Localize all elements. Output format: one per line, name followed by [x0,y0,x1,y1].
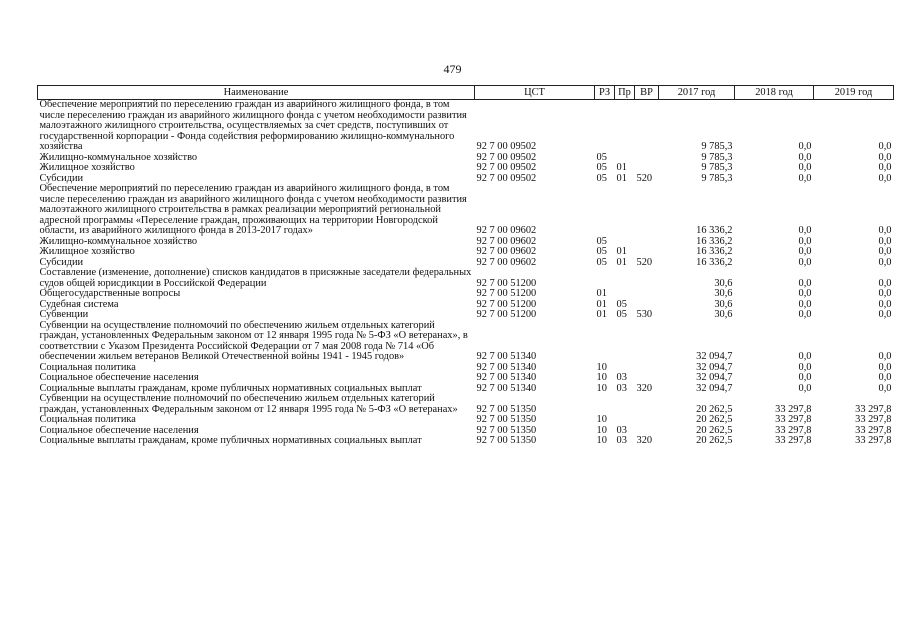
row-rz: 10 [596,382,607,394]
row-value-2019: 0,0 [878,361,892,373]
row-rz [595,184,615,237]
row-value-2019: 0,0 [878,256,892,268]
row-value-2017: 9 785,3 [701,141,733,152]
row-value-2019: 0,0 [878,162,892,173]
row-name: Социальные выплаты гражданам, кроме публичных нормативных социальных выплат [39,435,422,446]
row-cst: 92 7 00 09602 [476,256,537,268]
row-value-2017: 32 094,7 [696,351,733,362]
row-pr: 01 [616,246,627,257]
row-cst: 92 7 00 09602 [476,235,537,247]
row-value-2017: 9 785,3 [701,151,733,163]
page-number: 479 [443,62,462,76]
header-pr: Пр [615,86,635,100]
row-cst: 92 7 00 09602 [476,246,537,257]
row-vr [635,247,659,258]
row-value-2019: 33 297,8 [855,414,892,425]
row-value-2019: 0,0 [878,246,892,257]
row-pr: 03 [616,424,627,436]
row-vr [635,415,659,426]
header-rz: РЗ [595,86,615,100]
row-vr [635,363,659,374]
row-pr [615,289,635,300]
row-value-2018: 0,0 [798,372,812,383]
row-value-2018: 33 297,8 [775,424,812,436]
row-cst: 92 7 00 09502 [476,162,537,173]
row-vr: 530 [636,309,653,320]
row-pr [615,184,635,237]
budget-table [37,85,894,447]
header-2019: 2019 год [814,86,894,100]
row-value-2018: 0,0 [798,225,812,236]
row-value-2018: 0,0 [798,162,812,173]
table-row [38,153,894,164]
row-pr [615,394,635,415]
row-cst: 92 7 00 51200 [476,298,537,310]
row-pr: 01 [616,172,627,184]
row-value-2019: 0,0 [878,351,892,362]
row-vr: 520 [636,256,653,268]
row-value-2017: 32 094,7 [696,382,733,394]
row-vr [635,394,659,415]
row-value-2018: 0,0 [798,151,812,163]
row-rz: 10 [596,435,607,446]
row-value-2017: 20 262,5 [696,403,733,415]
header-2017: 2017 год [659,86,735,100]
table-body [38,100,894,447]
row-value-2019: 0,0 [878,298,892,310]
row-vr: 520 [636,172,653,184]
row-rz: 01 [596,288,607,299]
row-value-2019: 0,0 [878,288,892,299]
row-vr [635,373,659,384]
row-name: Судебная система [39,298,119,310]
header-name: Наименование [38,86,475,100]
row-cst: 92 7 00 51340 [476,372,537,383]
row-cst: 92 7 00 51200 [476,309,537,320]
row-cst: 92 7 00 09502 [476,141,537,152]
row-value-2019: 0,0 [878,309,892,320]
row-name: Составление (изменение, дополнение) списков кандидатов в присяжные заседатели федеральных судов общей юрисдикции в Российской Федерации [39,267,472,289]
row-name: Социальное обеспечение населения [39,424,199,436]
header-vr: ВР [635,86,659,100]
row-cst: 92 7 00 51350 [476,403,537,415]
row-value-2018: 0,0 [798,256,812,268]
row-pr [615,100,635,153]
row-name: Социальная политика [39,361,136,373]
row-value-2019: 33 297,8 [855,403,892,415]
row-value-2019: 0,0 [878,277,892,289]
row-rz: 10 [596,361,607,373]
row-vr [635,237,659,248]
table-row [38,394,894,415]
row-cst: 92 7 00 09502 [476,172,537,184]
row-name: Субсидии [39,256,84,268]
row-value-2018: 0,0 [798,172,812,184]
row-rz: 05 [596,235,607,247]
row-name: Обеспечение мероприятий по переселению граждан из аварийного жилищного фонда, в том числе переселению граждан из аварийного жилищного фонда с учетом необходимости развития малоэтажного жилищного строительства, осуществляемых за счет средств, поступивших от государственной корпорации - Фонда содействия реформированию жилищно-коммунального хозяйства [39,99,467,152]
row-value-2017: 16 336,2 [696,235,733,247]
row-name: Обеспечение мероприятий по переселению граждан из аварийного жилищного фонда, в том числе переселению граждан из аварийного жилищного фонда с учетом необходимости развития малоэтажного жилищного строительства в рамках реализации мероприятий региональной адресной программы «Переселение граждан, проживающих на территории Новгородской области, из аварийного жилищного фонда в 2013-2017 годах» [39,183,467,236]
row-value-2017: 32 094,7 [696,361,733,373]
header-2018: 2018 год [735,86,814,100]
row-value-2019: 33 297,8 [855,424,892,436]
table-header [38,86,894,100]
table-row [38,268,894,289]
row-name: Социальное обеспечение населения [39,372,199,383]
row-value-2018: 0,0 [798,351,812,362]
row-cst: 92 7 00 51350 [476,414,537,425]
row-cst: 92 7 00 51200 [476,277,537,289]
row-pr: 03 [616,372,627,383]
row-value-2017: 32 094,7 [696,372,733,383]
row-value-2017: 9 785,3 [701,162,733,173]
row-value-2017: 30,6 [714,277,733,289]
row-cst: 92 7 00 51350 [476,435,537,446]
row-value-2018: 0,0 [798,361,812,373]
row-name: Социальные выплаты гражданам, кроме публичных нормативных социальных выплат [39,382,422,394]
row-value-2018: 0,0 [798,309,812,320]
row-vr: 320 [636,435,653,446]
row-rz [595,268,615,289]
row-cst: 92 7 00 51340 [476,382,537,394]
row-value-2019: 0,0 [878,235,892,247]
row-vr [635,100,659,153]
row-value-2019: 33 297,8 [855,435,892,446]
row-name: Субсидии [39,172,84,184]
row-rz [595,100,615,153]
row-rz: 05 [596,246,607,257]
table-row [38,184,894,237]
row-value-2019: 0,0 [878,225,892,236]
row-value-2017: 20 262,5 [696,424,733,436]
row-value-2018: 0,0 [798,277,812,289]
row-pr: 05 [616,309,627,320]
row-rz: 01 [596,309,607,320]
row-value-2019: 0,0 [878,172,892,184]
row-name: Жилищное хозяйство [39,162,135,173]
row-value-2018: 0,0 [798,382,812,394]
row-value-2017: 30,6 [714,288,733,299]
row-name: Общегосударственные вопросы [39,288,181,299]
row-rz: 10 [596,424,607,436]
row-value-2019: 0,0 [878,141,892,152]
table-row [38,247,894,258]
row-name: Жилищное хозяйство [39,246,135,257]
row-rz [595,321,615,363]
row-value-2018: 0,0 [798,288,812,299]
row-value-2018: 33 297,8 [775,403,812,415]
row-pr: 03 [616,382,627,394]
row-vr [635,163,659,174]
row-value-2019: 0,0 [878,372,892,383]
table-row [38,415,894,426]
row-name: Жилищно-коммунальное хозяйство [39,151,198,163]
row-pr: 05 [616,298,627,310]
row-cst: 92 7 00 09502 [476,151,537,163]
row-vr [635,289,659,300]
table-row [38,289,894,300]
row-vr [635,268,659,289]
row-rz: 10 [596,414,607,425]
row-value-2019: 0,0 [878,151,892,163]
row-value-2018: 0,0 [798,298,812,310]
table-row [38,237,894,248]
table-row [38,100,894,153]
table-row [38,300,894,311]
row-pr [615,268,635,289]
row-rz: 05 [596,151,607,163]
row-pr: 01 [616,256,627,268]
row-rz: 05 [596,172,607,184]
row-value-2019: 0,0 [878,382,892,394]
row-name: Жилищно-коммунальное хозяйство [39,235,198,247]
row-value-2017: 20 262,5 [696,414,733,425]
row-vr [635,321,659,363]
row-value-2018: 0,0 [798,141,812,152]
row-value-2018: 0,0 [798,235,812,247]
header-cst: ЦСТ [475,86,595,100]
row-pr [615,415,635,426]
table-row [38,436,894,447]
row-name: Субвенции на осуществление полномочий по обеспечению жильем отдельных категорий граждан, установленных Федеральным законом от 12 января 1995 года № 5-ФЗ «О ветеранах» [39,393,458,415]
row-cst: 92 7 00 51340 [476,351,537,362]
row-vr [635,153,659,164]
row-value-2017: 20 262,5 [696,435,733,446]
table-row [38,163,894,174]
row-rz: 05 [596,256,607,268]
row-name: Социальная политика [39,414,136,425]
row-name: Субвенции [39,309,89,320]
row-value-2017: 16 336,2 [696,225,733,236]
row-value-2017: 30,6 [714,298,733,310]
table-row [38,310,894,321]
row-value-2017: 9 785,3 [701,172,733,184]
row-cst: 92 7 00 51350 [476,424,537,436]
row-value-2018: 33 297,8 [775,435,812,446]
row-cst: 92 7 00 51200 [476,288,537,299]
table-row [38,373,894,384]
row-cst: 92 7 00 51340 [476,361,537,373]
row-value-2018: 33 297,8 [775,414,812,425]
row-pr [615,321,635,363]
row-rz: 05 [596,162,607,173]
row-value-2017: 16 336,2 [696,256,733,268]
row-cst: 92 7 00 09602 [476,225,537,236]
row-value-2018: 0,0 [798,246,812,257]
row-name: Субвенции на осуществление полномочий по обеспечению жильем отдельных категорий граждан, установленных Федеральным законом от 12 января 1995 года № 5-ФЗ «О ветеранах», в соответствии с Указом Президента Российской Федерации от 7 мая 2008 года № 714 «Об обеспечении жильем ветеранов Великой Отечественной войны 1941 - 1945 годов» [39,319,468,362]
row-rz: 01 [596,298,607,310]
table-row [38,321,894,363]
row-value-2017: 30,6 [714,309,733,320]
row-pr: 03 [616,435,627,446]
row-rz [595,394,615,415]
row-rz: 10 [596,372,607,383]
row-vr: 320 [636,382,653,394]
row-pr: 01 [616,162,627,173]
row-vr [635,184,659,237]
row-value-2017: 16 336,2 [696,246,733,257]
